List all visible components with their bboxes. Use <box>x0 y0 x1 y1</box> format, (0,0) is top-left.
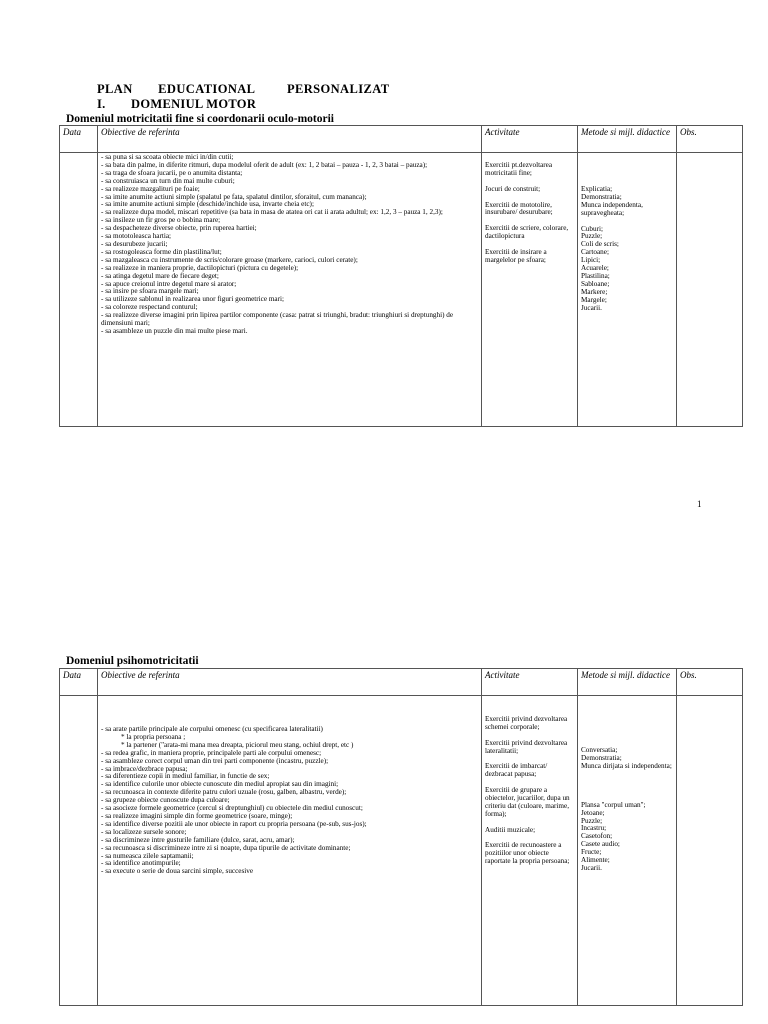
list-item: - sa localizeze sursele sonore; <box>101 827 187 836</box>
cell-obs <box>677 696 743 1006</box>
method-item: Puzzle; <box>581 232 603 241</box>
list-item: - sa utilizeze sablonul in realizarea unor figuri geometrice mari; <box>101 295 285 304</box>
header-activity: Activitate <box>482 669 578 696</box>
method-item: Fructe; <box>581 848 602 857</box>
list-item: - sa realizeze diverse imagini prin lipirea partilor componente (casa: patrat si triunghi, bradut: triunghiuri si dreptunghi) de dimensiuni mari; <box>101 311 454 328</box>
list-item: - sa redea grafic, in maniera proprie, principalele parti ale corpului omenesc; <box>101 748 322 757</box>
table-header-row <box>60 669 743 696</box>
list-item: - sa realizeze in maniera proprie, dactilopicturi (pictura cu degetele); <box>101 263 299 272</box>
method-item: Jucarii. <box>581 863 602 872</box>
header-methods: Metode si mijl. didactice <box>578 126 677 153</box>
header-activity: Activitate <box>482 126 578 153</box>
list-item: - sa construiasca un turn din mai multe cuburi; <box>101 176 235 185</box>
activity-item: Exercitii privind dezvoltarea schemei corporale; <box>485 715 568 731</box>
list-item: - sa bata din palme, in diferite ritmuri, dupa modelul oferit de adult (ex: 1, 2 batai – pauza - 1, 2, 3 batai – pauza); <box>101 160 428 169</box>
list-item: - sa numeasca zilele saptamanii; <box>101 851 194 860</box>
list-item: - sa imite anumite actiuni simple (spalatul pe fata, spalatul dintilor, sforaitul, cum mananca); <box>101 192 367 201</box>
method-item: Conversatia; <box>581 746 618 754</box>
list-item: - sa imbrace/dezbrace papusa; <box>101 764 188 773</box>
section-number: I. <box>97 97 106 111</box>
list-item: - sa arate partile principale ale corpului omenesc (cu specificarea lateralitatii) <box>101 725 323 733</box>
cell-obs <box>677 153 743 427</box>
list-item: - sa atinga degetul mare de fiecare deget; <box>101 271 219 280</box>
list-item: - sa realizeze dupa model, miscari repetitive (sa bata in masa de atatea ori cat ii arata adultul; ex: 1,2, 3 – pauza 1, 2,3); <box>101 208 443 217</box>
list-item: - sa despacheteze diverse obiecte, prin ruperea hartiei; <box>101 224 257 233</box>
list-item: - sa insire pe sfoara margele mari; <box>101 287 199 296</box>
method-item: Alimente; <box>581 856 610 865</box>
method-item: Sabloane; <box>581 279 610 288</box>
list-item: - sa traga de sfoara jucarii, pe o anumita distanta; <box>101 168 243 177</box>
list-item: - sa apuce creionul intre degetul mare si arator; <box>101 279 237 288</box>
method-item: Lipici; <box>581 256 601 265</box>
title-word-educational: EDUCATIONAL <box>158 82 256 96</box>
cell-methods <box>578 153 677 427</box>
list-item: - sa realizeze mazgalituri pe foaie; <box>101 184 200 193</box>
method-item: Margele; <box>581 295 607 304</box>
section1-table <box>59 125 743 427</box>
activity-item: Exercitii de insirare a margelelor pe sfoara; <box>485 247 547 264</box>
method-item: Plastilina; <box>581 271 610 280</box>
header-data: Data <box>60 126 98 153</box>
title-word-plan: PLAN <box>97 82 133 96</box>
table-row <box>60 153 743 427</box>
document-title <box>97 82 389 97</box>
list-item: - sa execute o serie de doua sarcini simple, succesive <box>101 867 254 876</box>
page-number: 1 <box>697 499 702 509</box>
method-item: Demonstratia; <box>581 753 622 762</box>
header-data: Data <box>60 669 98 696</box>
list-item: - sa identifice diverse pozitii ale unor obiecte in raport cu propria persoana (pe-sub, sus-jos); <box>101 819 367 828</box>
list-item: - sa asambleze corect corpul uman din trei parti componente (incastru, puzzle); <box>101 756 329 765</box>
list-item: - sa mototoleasca hartia; <box>101 232 172 241</box>
list-item: - sa realizeze imagini simple din forme geometrice (soare, minge); <box>101 811 293 820</box>
activity-item: Jocuri de construit; <box>485 184 541 193</box>
list-item: - sa discrimineze intre gusturile familiare (dulce, sarat, acru, amar); <box>101 835 295 844</box>
list-item: - sa grupeze obiecte cunoscute dupa culoare; <box>101 796 230 805</box>
list-item: - sa mazgaleasca cu instrumente de scris/colorare groase (markere, carioci, culori cerate); <box>101 255 358 264</box>
activity-item: Exercitii pt.dezvoltarea motricitatii fine; <box>485 161 553 177</box>
method-item: Cuburi; <box>581 224 603 233</box>
section2-title: Domeniul psihomotricitatii <box>66 655 199 667</box>
list-item: - sa desurubeze jucarii; <box>101 239 168 248</box>
header-obs: Obs. <box>677 669 743 696</box>
method-item: Explicatia; <box>581 185 613 193</box>
method-item: Cartoane; <box>581 248 609 257</box>
header-objectives: Obiective de referinta <box>98 126 482 153</box>
cell-objectives <box>98 696 482 1006</box>
activity-item: Exercitii de recunoastere a pozitiilor unor obiecte raportate la propria persoana; <box>485 841 570 866</box>
activity-item: Exercitii de scriere, colorare, dactilopictura <box>485 224 569 241</box>
cell-data <box>60 696 98 1006</box>
method-item: Munca dirijata si independenta; <box>581 761 672 770</box>
list-item: - sa coloreze respectand conturul; <box>101 303 198 312</box>
method-item: Acuarele; <box>581 264 609 273</box>
section1-title: Domeniul motricitatii fine si coordonarii oculo-motorii <box>66 113 334 125</box>
method-item: Markere; <box>581 287 608 296</box>
section2-table <box>59 668 743 1006</box>
method-item: Incastru; <box>581 824 607 833</box>
list-item: - sa diferentieze copii in mediul familiar, in functie de sex; <box>101 772 270 781</box>
title-word-personalizat: PERSONALIZAT <box>286 82 390 96</box>
activity-item: Exercitii de imbarcat/ dezbracat papusa; <box>485 762 548 779</box>
list-item: * la propria persoana ; <box>121 732 186 741</box>
method-item: Munca independenta, supravegheata; <box>581 200 643 217</box>
method-item: Jetoane; <box>581 808 605 817</box>
header-obs: Obs. <box>677 126 743 153</box>
method-item: Jucarii. <box>581 303 602 312</box>
section-heading <box>97 97 256 112</box>
cell-activities <box>482 696 578 1006</box>
list-item: * la partener ("arata-mi mana mea dreapta, piciorul meu stang, ochiul drept, etc ) <box>121 740 354 749</box>
method-item: Casetofon; <box>581 832 613 841</box>
list-item: - sa asocieze formele geometrice (cercul si dreptunghiul) cu obiectele din mediul cunoscut; <box>101 804 363 813</box>
method-item: Plansa "corpul uman"; <box>581 800 646 809</box>
list-item: - sa imite anumite actiuni simple (deschide/inchide usa, invarte cheia etc); <box>101 200 314 209</box>
activity-item: Auditii muzicale; <box>485 825 536 834</box>
cell-objectives <box>98 153 482 427</box>
method-item: Coli de scris; <box>581 240 619 249</box>
list-item: - sa insileze un fir gros pe o bobina mare; <box>101 216 221 225</box>
method-item: Demonstratia; <box>581 192 622 201</box>
cell-activities <box>482 153 578 427</box>
method-item: Casete audio; <box>581 840 620 849</box>
header-methods: Metode si mijl. didactice <box>578 669 677 696</box>
activity-item: Exercitii de grupare a obiectelor, jucariilor, dupa un criteriu dat (culoare, marime, forma); <box>485 786 570 818</box>
list-item: - sa recunoasca in contexte diferite patru culori uzuale (rosu, galben, albastru, verde); <box>101 788 347 797</box>
table-header-row <box>60 126 743 153</box>
method-item: Puzzle; <box>581 816 603 825</box>
list-item: - sa identifice culorile unor obiecte cunoscute din mediul apropiat sau din imagini; <box>101 780 339 789</box>
list-item: - sa recunoasca si discrimineze intre zi si noapte, dupa tipurile de activitate dominante; <box>101 843 351 852</box>
list-item: - sa rostogoleasca forme din plastilina/lut; <box>101 247 222 256</box>
list-item: - sa asambleze un puzzle din mai multe piese mari. <box>101 326 248 335</box>
table-row <box>60 696 743 1006</box>
list-item: - sa identifice anotimpurile; <box>101 859 181 868</box>
list-item: - sa puna si sa scoata obiecte mici in/din cutii; <box>101 153 234 161</box>
cell-data <box>60 153 98 427</box>
section-name: DOMENIUL MOTOR <box>131 97 257 111</box>
activity-item: Exercitii privind dezvoltarea lateralitatii; <box>485 738 568 755</box>
header-objectives: Obiective de referinta <box>98 669 482 696</box>
cell-methods <box>578 696 677 1006</box>
activity-item: Exercitii de mototolire, insurubare/ desurubare; <box>485 200 553 217</box>
